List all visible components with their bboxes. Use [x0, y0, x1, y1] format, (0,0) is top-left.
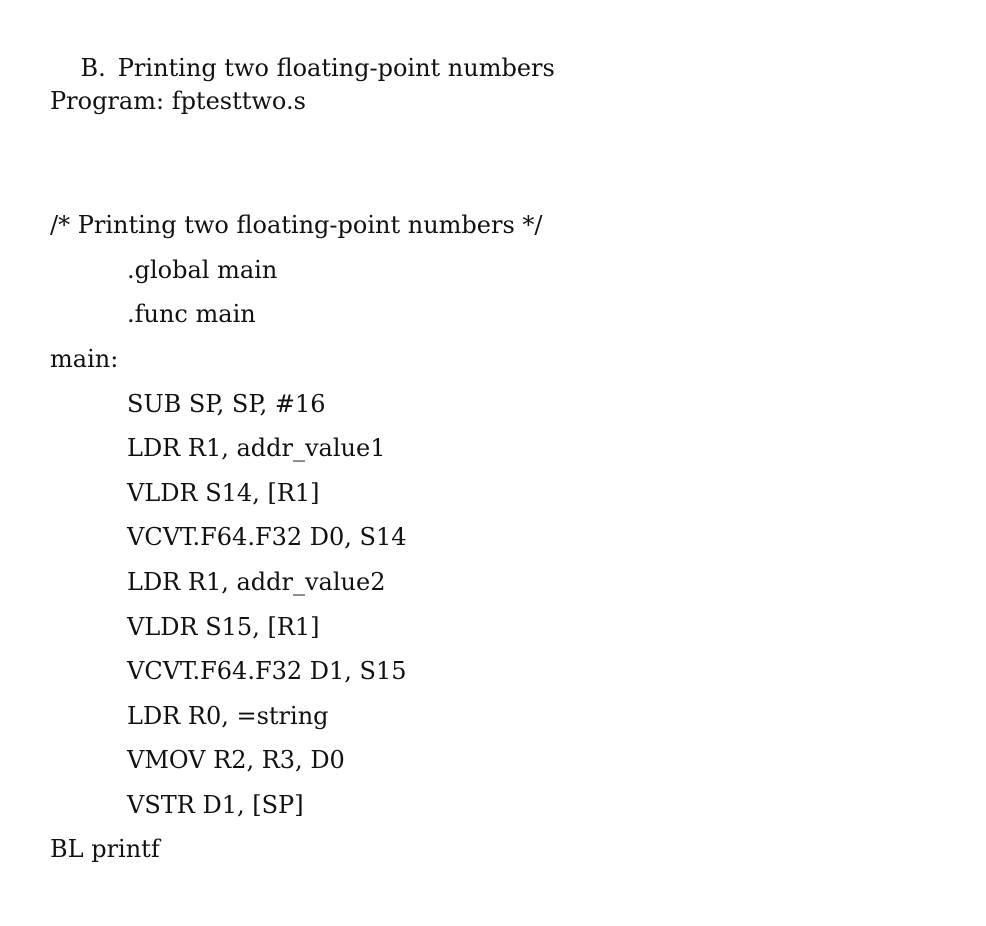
code-line: LDR R0, =string [127, 702, 329, 730]
code-line: VLDR S14, [R1] [127, 479, 320, 507]
code-line: VLDR S15, [R1] [127, 613, 320, 641]
code-line: BL printf [50, 835, 160, 863]
code-line: LDR R1, addr_value2 [127, 568, 386, 596]
code-line: LDR R1, addr_value1 [127, 434, 386, 462]
section-title: Printing two floating-point numbers [117, 54, 555, 82]
section-label: B. [80, 54, 106, 82]
code-label-line: main: [50, 345, 119, 373]
code-line: VSTR D1, [SP] [127, 791, 304, 819]
program-filename: Program: fptesttwo.s [50, 87, 306, 115]
code-line: VMOV R2, R3, D0 [127, 746, 345, 774]
code-line: .global main [127, 256, 278, 284]
code-comment-line: /* Printing two floating-point numbers */ [50, 211, 543, 239]
code-line: SUB SP, SP, #16 [127, 390, 326, 418]
code-line: .func main [127, 300, 256, 328]
code-line: VCVT.F64.F32 D0, S14 [127, 523, 407, 551]
code-line: VCVT.F64.F32 D1, S15 [127, 657, 407, 685]
